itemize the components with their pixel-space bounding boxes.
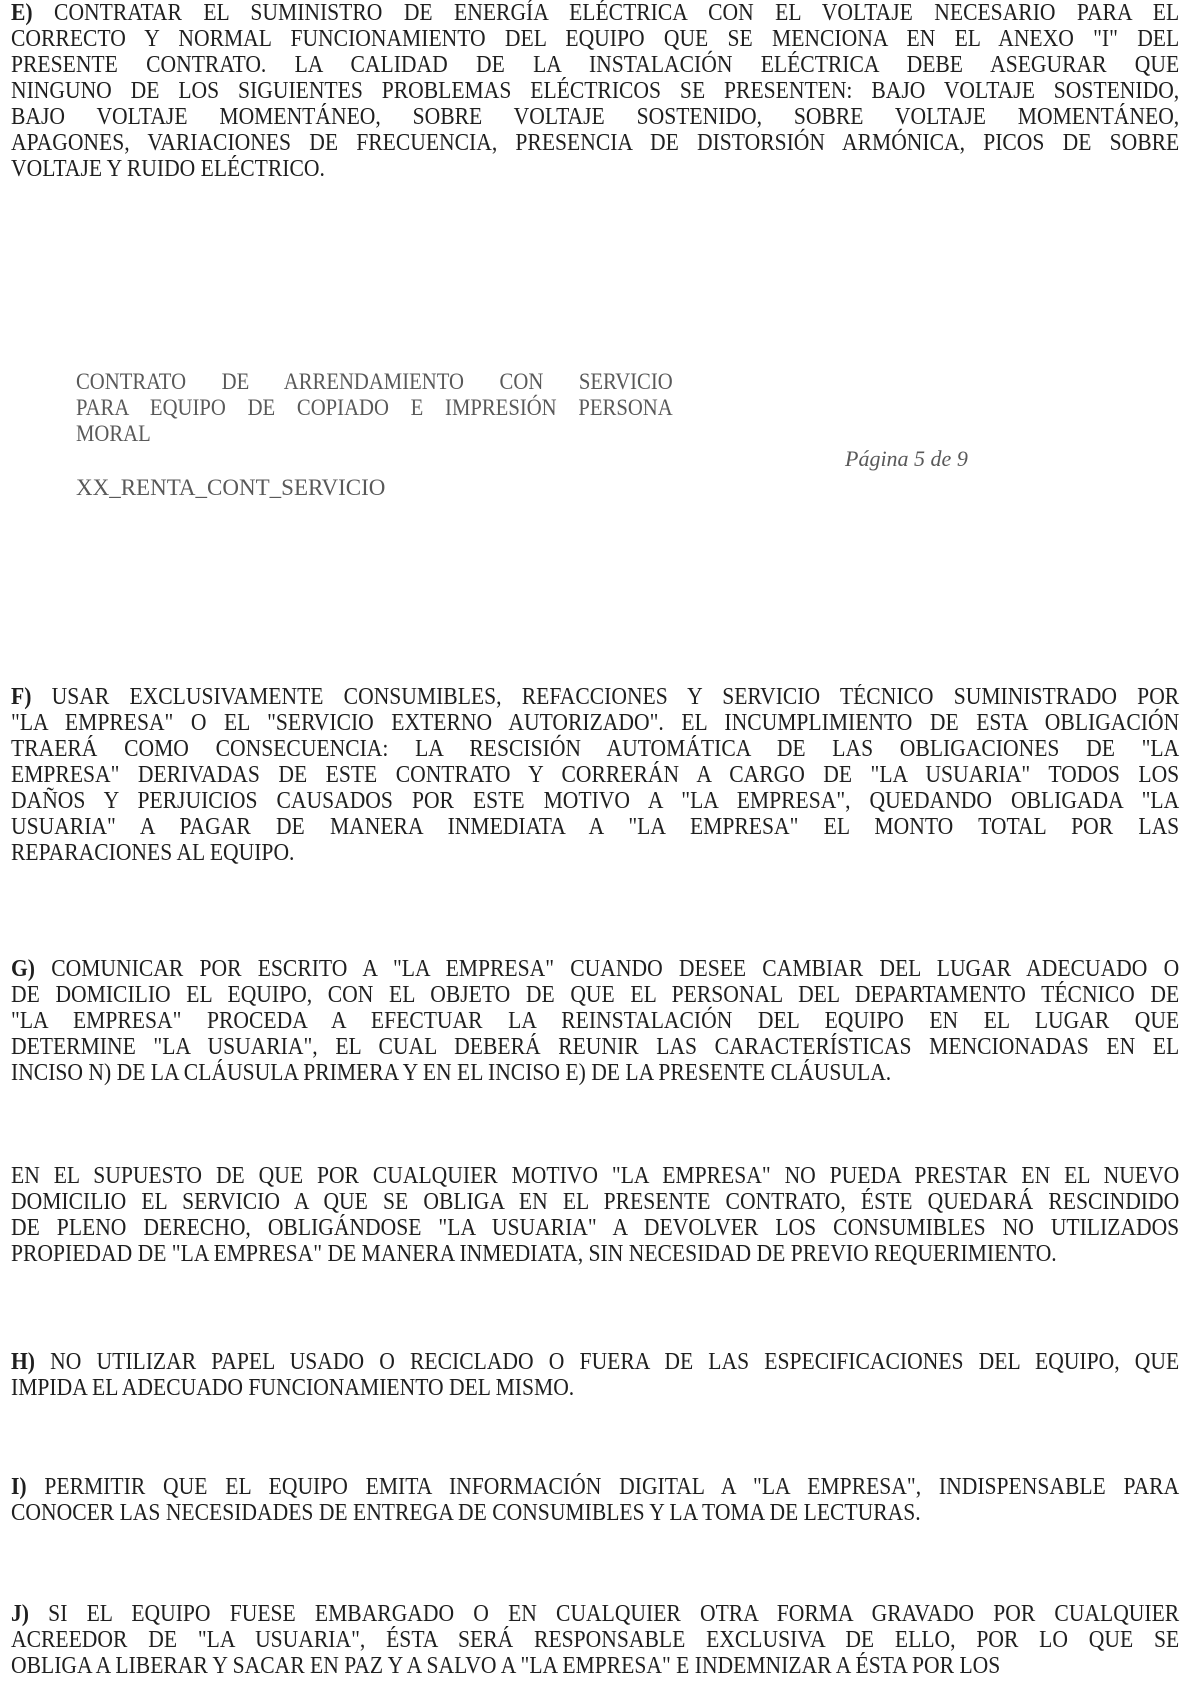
text-line: F) USAR EXCLUSIVAMENTE CONSUMIBLES, REFACCIONES Y SERVICIO TÉCNICO SUMINISTRADO POR	[11, 684, 1180, 710]
text-line: ACREEDOR DE "LA USUARIA", ÉSTA SERÁ RESPONSABLE EXCLUSIVA DE ELLO, POR LO QUE SE	[11, 1627, 1180, 1653]
paragraph-clause-i	[11, 1474, 1179, 1526]
text-line: INCISO N) DE LA CLÁUSULA PRIMERA Y EN EL INCISO E) DE LA PRESENTE CLÁUSULA.	[11, 1060, 892, 1086]
paragraph-clause-h	[11, 1349, 1179, 1401]
text-line: BAJO VOLTAJE MOMENTÁNEO, SOBRE VOLTAJE SOSTENIDO, SOBRE VOLTAJE MOMENTÁNEO,	[11, 104, 1180, 130]
text-line: DETERMINE "LA USUARIA", EL CUAL DEBERÁ REUNIR LAS CARACTERÍSTICAS MENCIONADAS EN EL	[11, 1034, 1180, 1060]
clause-letter: G)	[11, 956, 36, 982]
text-line: OBLIGA A LIBERAR Y SACAR EN PAZ Y A SALVO A "LA EMPRESA" E INDEMNIZAR A ÉSTA POR LOS	[11, 1653, 1001, 1679]
clause-letter: H)	[11, 1349, 36, 1375]
text-line: EMPRESA" DERIVADAS DE ESTE CONTRATO Y CORRERÁN A CARGO DE "LA USUARIA" TODOS LOS	[11, 762, 1180, 788]
text-line: EN EL SUPUESTO DE QUE POR CUALQUIER MOTIVO "LA EMPRESA" NO PUEDA PRESTAR EN EL NUEVO	[11, 1163, 1180, 1189]
text-line: APAGONES, VARIACIONES DE FRECUENCIA, PRESENCIA DE DISTORSIÓN ARMÓNICA, PICOS DE SOBRE	[11, 130, 1180, 156]
clause-letter: J)	[11, 1601, 29, 1627]
clause-letter: I)	[11, 1474, 27, 1500]
text-line: IMPIDA EL ADECUADO FUNCIONAMIENTO DEL MISMO.	[11, 1375, 575, 1401]
text-line: CORRECTO Y NORMAL FUNCIONAMIENTO DEL EQUIPO QUE SE MENCIONA EN EL ANEXO "I" DEL	[11, 26, 1180, 52]
text-line: J) SI EL EQUIPO FUESE EMBARGADO O EN CUALQUIER OTRA FORMA GRAVADO POR CUALQUIER	[11, 1601, 1180, 1627]
text-line: PARA EQUIPO DE COPIADO E IMPRESIÓN PERSONA	[76, 395, 673, 420]
text-line: "LA EMPRESA" O EL "SERVICIO EXTERNO AUTORIZADO". EL INCUMPLIMIENTO DE ESTA OBLIGACIÓN	[11, 710, 1180, 736]
clause-letter: E)	[11, 0, 33, 26]
page-header-title	[76, 369, 673, 447]
paragraph-clause-f	[11, 684, 1179, 866]
text-line: USUARIA" A PAGAR DE MANERA INMEDIATA A "LA EMPRESA" EL MONTO TOTAL POR LAS	[11, 814, 1180, 840]
text-line: I) PERMITIR QUE EL EQUIPO EMITA INFORMACIÓN DIGITAL A "LA EMPRESA", INDISPENSABLE PARA	[11, 1474, 1180, 1500]
text-line: DOMICILIO EL SERVICIO A QUE SE OBLIGA EN EL PRESENTE CONTRATO, ÉSTE QUEDARÁ RESCINDIDO	[11, 1189, 1180, 1215]
text-line: H) NO UTILIZAR PAPEL USADO O RECICLADO O FUERA DE LAS ESPECIFICACIONES DEL EQUIPO, QUE	[11, 1349, 1180, 1375]
page-number-indicator: Página 5 de 9	[845, 446, 968, 471]
paragraph-clause-e	[11, 0, 1179, 182]
text-line: DE DOMICILIO EL EQUIPO, CON EL OBJETO DE QUE EL PERSONAL DEL DEPARTAMENTO TÉCNICO DE	[11, 982, 1180, 1008]
text-line: PROPIEDAD DE "LA EMPRESA" DE MANERA INMEDIATA, SIN NECESIDAD DE PREVIO REQUERIMIENTO.	[11, 1241, 1057, 1267]
text-line: TRAERÁ COMO CONSECUENCIA: LA RESCISIÓN AUTOMÁTICA DE LAS OBLIGACIONES DE "LA	[11, 736, 1180, 762]
text-line: E) CONTRATAR EL SUMINISTRO DE ENERGÍA ELÉCTRICA CON EL VOLTAJE NECESARIO PARA EL	[11, 0, 1180, 26]
text-line: MORAL	[76, 421, 151, 446]
paragraph-clause-j	[11, 1601, 1179, 1679]
text-line: CONOCER LAS NECESIDADES DE ENTREGA DE CONSUMIBLES Y LA TOMA DE LECTURAS.	[11, 1500, 921, 1526]
text-line: VOLTAJE Y RUIDO ELÉCTRICO.	[11, 156, 325, 182]
text-line: G) COMUNICAR POR ESCRITO A "LA EMPRESA" CUANDO DESEE CAMBIAR DEL LUGAR ADECUADO O	[11, 956, 1180, 982]
text-line: REPARACIONES AL EQUIPO.	[11, 840, 295, 866]
text-line: NINGUNO DE LOS SIGUIENTES PROBLEMAS ELÉCTRICOS SE PRESENTEN: BAJO VOLTAJE SOSTENIDO,	[11, 78, 1180, 104]
paragraph-clause-g	[11, 956, 1179, 1086]
text-line: CONTRATO DE ARRENDAMIENTO CON SERVICIO	[76, 369, 673, 394]
paragraph-supuesto	[11, 1163, 1179, 1267]
text-line: "LA EMPRESA" PROCEDA A EFECTUAR LA REINSTALACIÓN DEL EQUIPO EN EL LUGAR QUE	[11, 1008, 1180, 1034]
text-line: DE PLENO DERECHO, OBLIGÁNDOSE "LA USUARIA" A DEVOLVER LOS CONSUMIBLES NO UTILIZADOS	[11, 1215, 1180, 1241]
text-line: DAÑOS Y PERJUICIOS CAUSADOS POR ESTE MOTIVO A "LA EMPRESA", QUEDANDO OBLIGADA "LA	[11, 788, 1180, 814]
clause-letter: F)	[11, 684, 32, 710]
document-code: XX_RENTA_CONT_SERVICIO	[76, 475, 386, 500]
text-line: PRESENTE CONTRATO. LA CALIDAD DE LA INSTALACIÓN ELÉCTRICA DEBE ASEGURAR QUE	[11, 52, 1180, 78]
